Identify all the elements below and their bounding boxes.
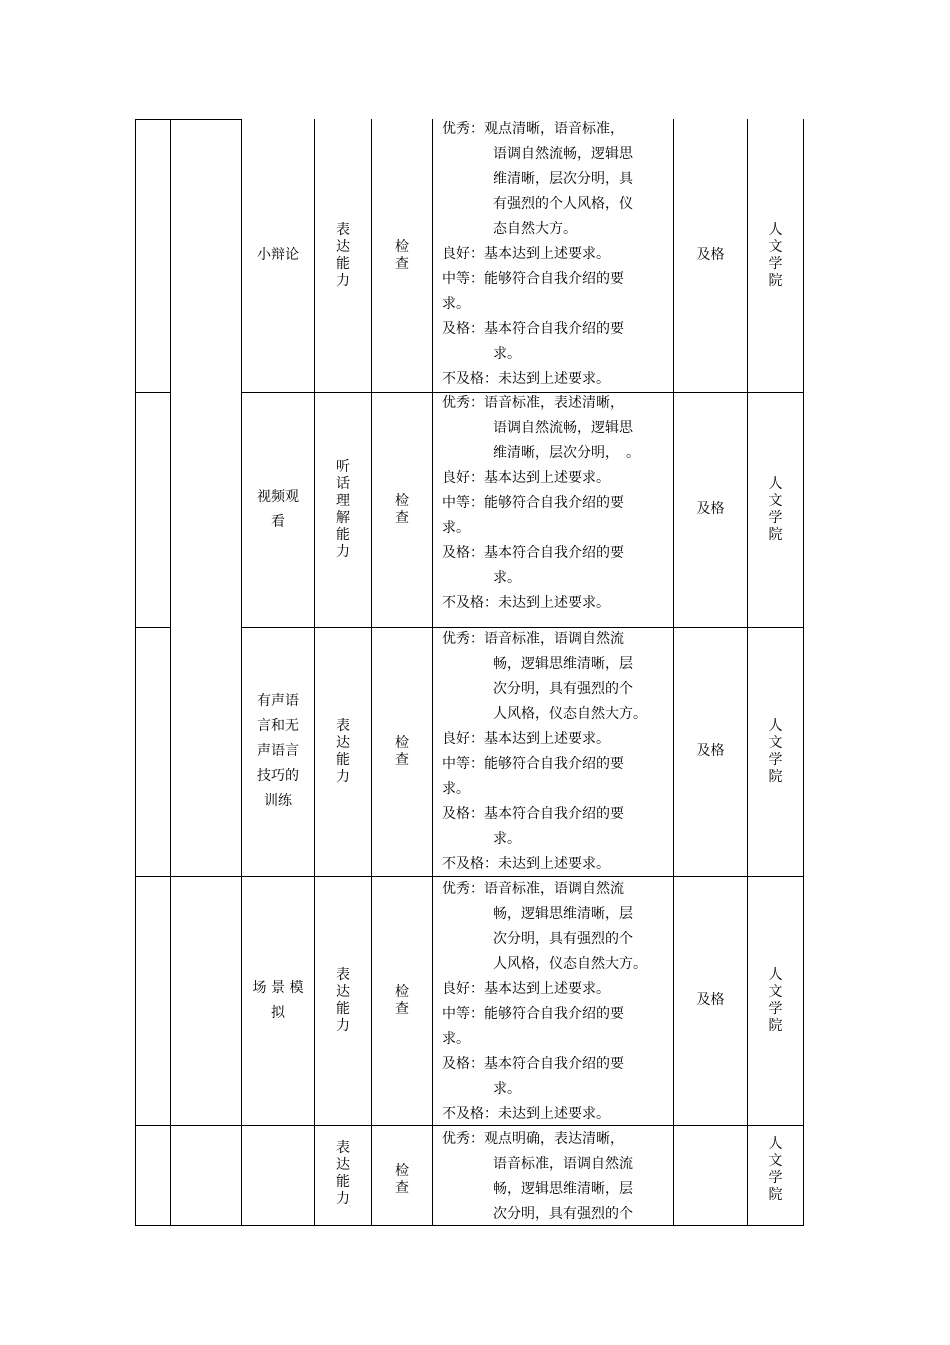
activity-name: 场 景 模 拟: [252, 979, 304, 1021]
ability-cell: 表 达 能 力: [336, 717, 350, 785]
criteria-line: 中等：能够符合自我介绍的要: [442, 271, 624, 287]
criteria-line: 次分明，具有强烈的个: [493, 931, 633, 947]
department-cell: 人 文 学 院: [768, 1136, 783, 1203]
method-cell: 检 查: [395, 238, 409, 272]
criteria-line: 良好：基本达到上述要求。: [442, 246, 610, 262]
criteria-cell: [442, 391, 668, 616]
criteria-line: 人风格，仪态自然大方。: [493, 706, 647, 722]
department-cell: 人 文 学 院: [768, 221, 783, 289]
criteria-line: 语音标准，语调自然流: [493, 1156, 633, 1172]
method-cell: 检 查: [395, 492, 409, 526]
criteria-line: 求。: [493, 831, 521, 847]
criteria-cell: [442, 117, 668, 392]
department-cell: 人 文 学 院: [768, 966, 783, 1034]
criteria-line: 优秀：语音标准，表述清晰，: [442, 395, 624, 411]
criteria-line: 维清晰，层次分明， 。: [493, 445, 640, 461]
criteria-line: 及格：基本符合自我介绍的要: [442, 545, 624, 561]
method-cell: 检 查: [395, 983, 409, 1017]
criteria-line: 良好：基本达到上述要求。: [442, 470, 610, 486]
criteria-line: 良好：基本达到上述要求。: [442, 731, 610, 747]
criteria-line: 求。: [493, 346, 521, 362]
ability-cell: 表 达 能 力: [336, 221, 350, 289]
activity-name: 小辩论: [257, 247, 299, 263]
criteria-line: 优秀：语音标准，语调自然流: [442, 881, 624, 897]
criteria-line: 畅，逻辑思维清晰，层: [493, 906, 633, 922]
criteria-line: 及格：基本符合自我介绍的要: [442, 1056, 624, 1072]
criteria-line: 畅，逻辑思维清晰，层: [493, 656, 633, 672]
criteria-line: 语调自然流畅，逻辑思: [493, 146, 633, 162]
criteria-line: 不及格：未达到上述要求。: [442, 1106, 610, 1122]
criteria-line: 中等：能够符合自我介绍的要: [442, 1006, 624, 1022]
method-cell: 检 查: [395, 1163, 409, 1196]
criteria-line: 求。: [442, 520, 470, 536]
criteria-line: 中等：能够符合自我介绍的要: [442, 756, 624, 772]
criteria-line: 有强烈的个人风格，仪: [493, 196, 633, 212]
criteria-line: 求。: [442, 781, 470, 797]
criteria-line: 次分明，具有强烈的个: [493, 1206, 633, 1222]
activity-name: 视频观 看: [257, 488, 299, 530]
ability-cell: 表 达 能 力: [336, 1139, 350, 1207]
department-cell: 人 文 学 院: [768, 717, 783, 785]
criteria-line: 态自然大方。: [493, 221, 577, 237]
ability-cell: 表 达 能 力: [336, 966, 350, 1034]
criteria-line: 优秀：语音标准，语调自然流: [442, 631, 624, 647]
pass-level: 及格: [696, 247, 725, 263]
criteria-line: 人风格，仪态自然大方。: [493, 956, 647, 972]
criteria-cell: [442, 627, 668, 877]
criteria-cell: [442, 877, 668, 1127]
criteria-line: 语调自然流畅，逻辑思: [493, 420, 633, 436]
criteria-line: 求。: [493, 1081, 521, 1097]
pass-level: 及格: [696, 992, 725, 1008]
ability-cell: 听 话 理 解 能 力: [336, 458, 350, 560]
criteria-line: 求。: [493, 570, 521, 586]
criteria-line: 不及格：未达到上述要求。: [442, 856, 610, 872]
criteria-line: 优秀：观点清晰，语音标准，: [442, 121, 624, 137]
criteria-line: 及格：基本符合自我介绍的要: [442, 321, 624, 337]
criteria-line: 优秀：观点明确，表达清晰，: [442, 1131, 624, 1147]
criteria-line: 次分明，具有强烈的个: [493, 681, 633, 697]
criteria-line: 及格：基本符合自我介绍的要: [442, 806, 624, 822]
criteria-line: 中等：能够符合自我介绍的要: [442, 495, 624, 511]
criteria-line: 求。: [442, 296, 470, 312]
criteria-line: 不及格：未达到上述要求。: [442, 595, 610, 611]
department-cell: 人 文 学 院: [768, 475, 783, 543]
method-cell: 检 查: [395, 734, 409, 768]
criteria-line: 维清晰，层次分明，具: [493, 171, 633, 187]
criteria-line: 不及格：未达到上述要求。: [442, 371, 610, 387]
activity-name: 有声语 言和无 声语言 技巧的 训练: [257, 693, 299, 809]
criteria-line: 良好：基本达到上述要求。: [442, 981, 610, 997]
criteria-line: 求。: [442, 1031, 470, 1047]
pass-level: 及格: [696, 501, 725, 517]
pass-level: 及格: [696, 743, 725, 759]
criteria-cell: [442, 1127, 668, 1227]
criteria-line: 畅，逻辑思维清晰，层: [493, 1181, 633, 1197]
